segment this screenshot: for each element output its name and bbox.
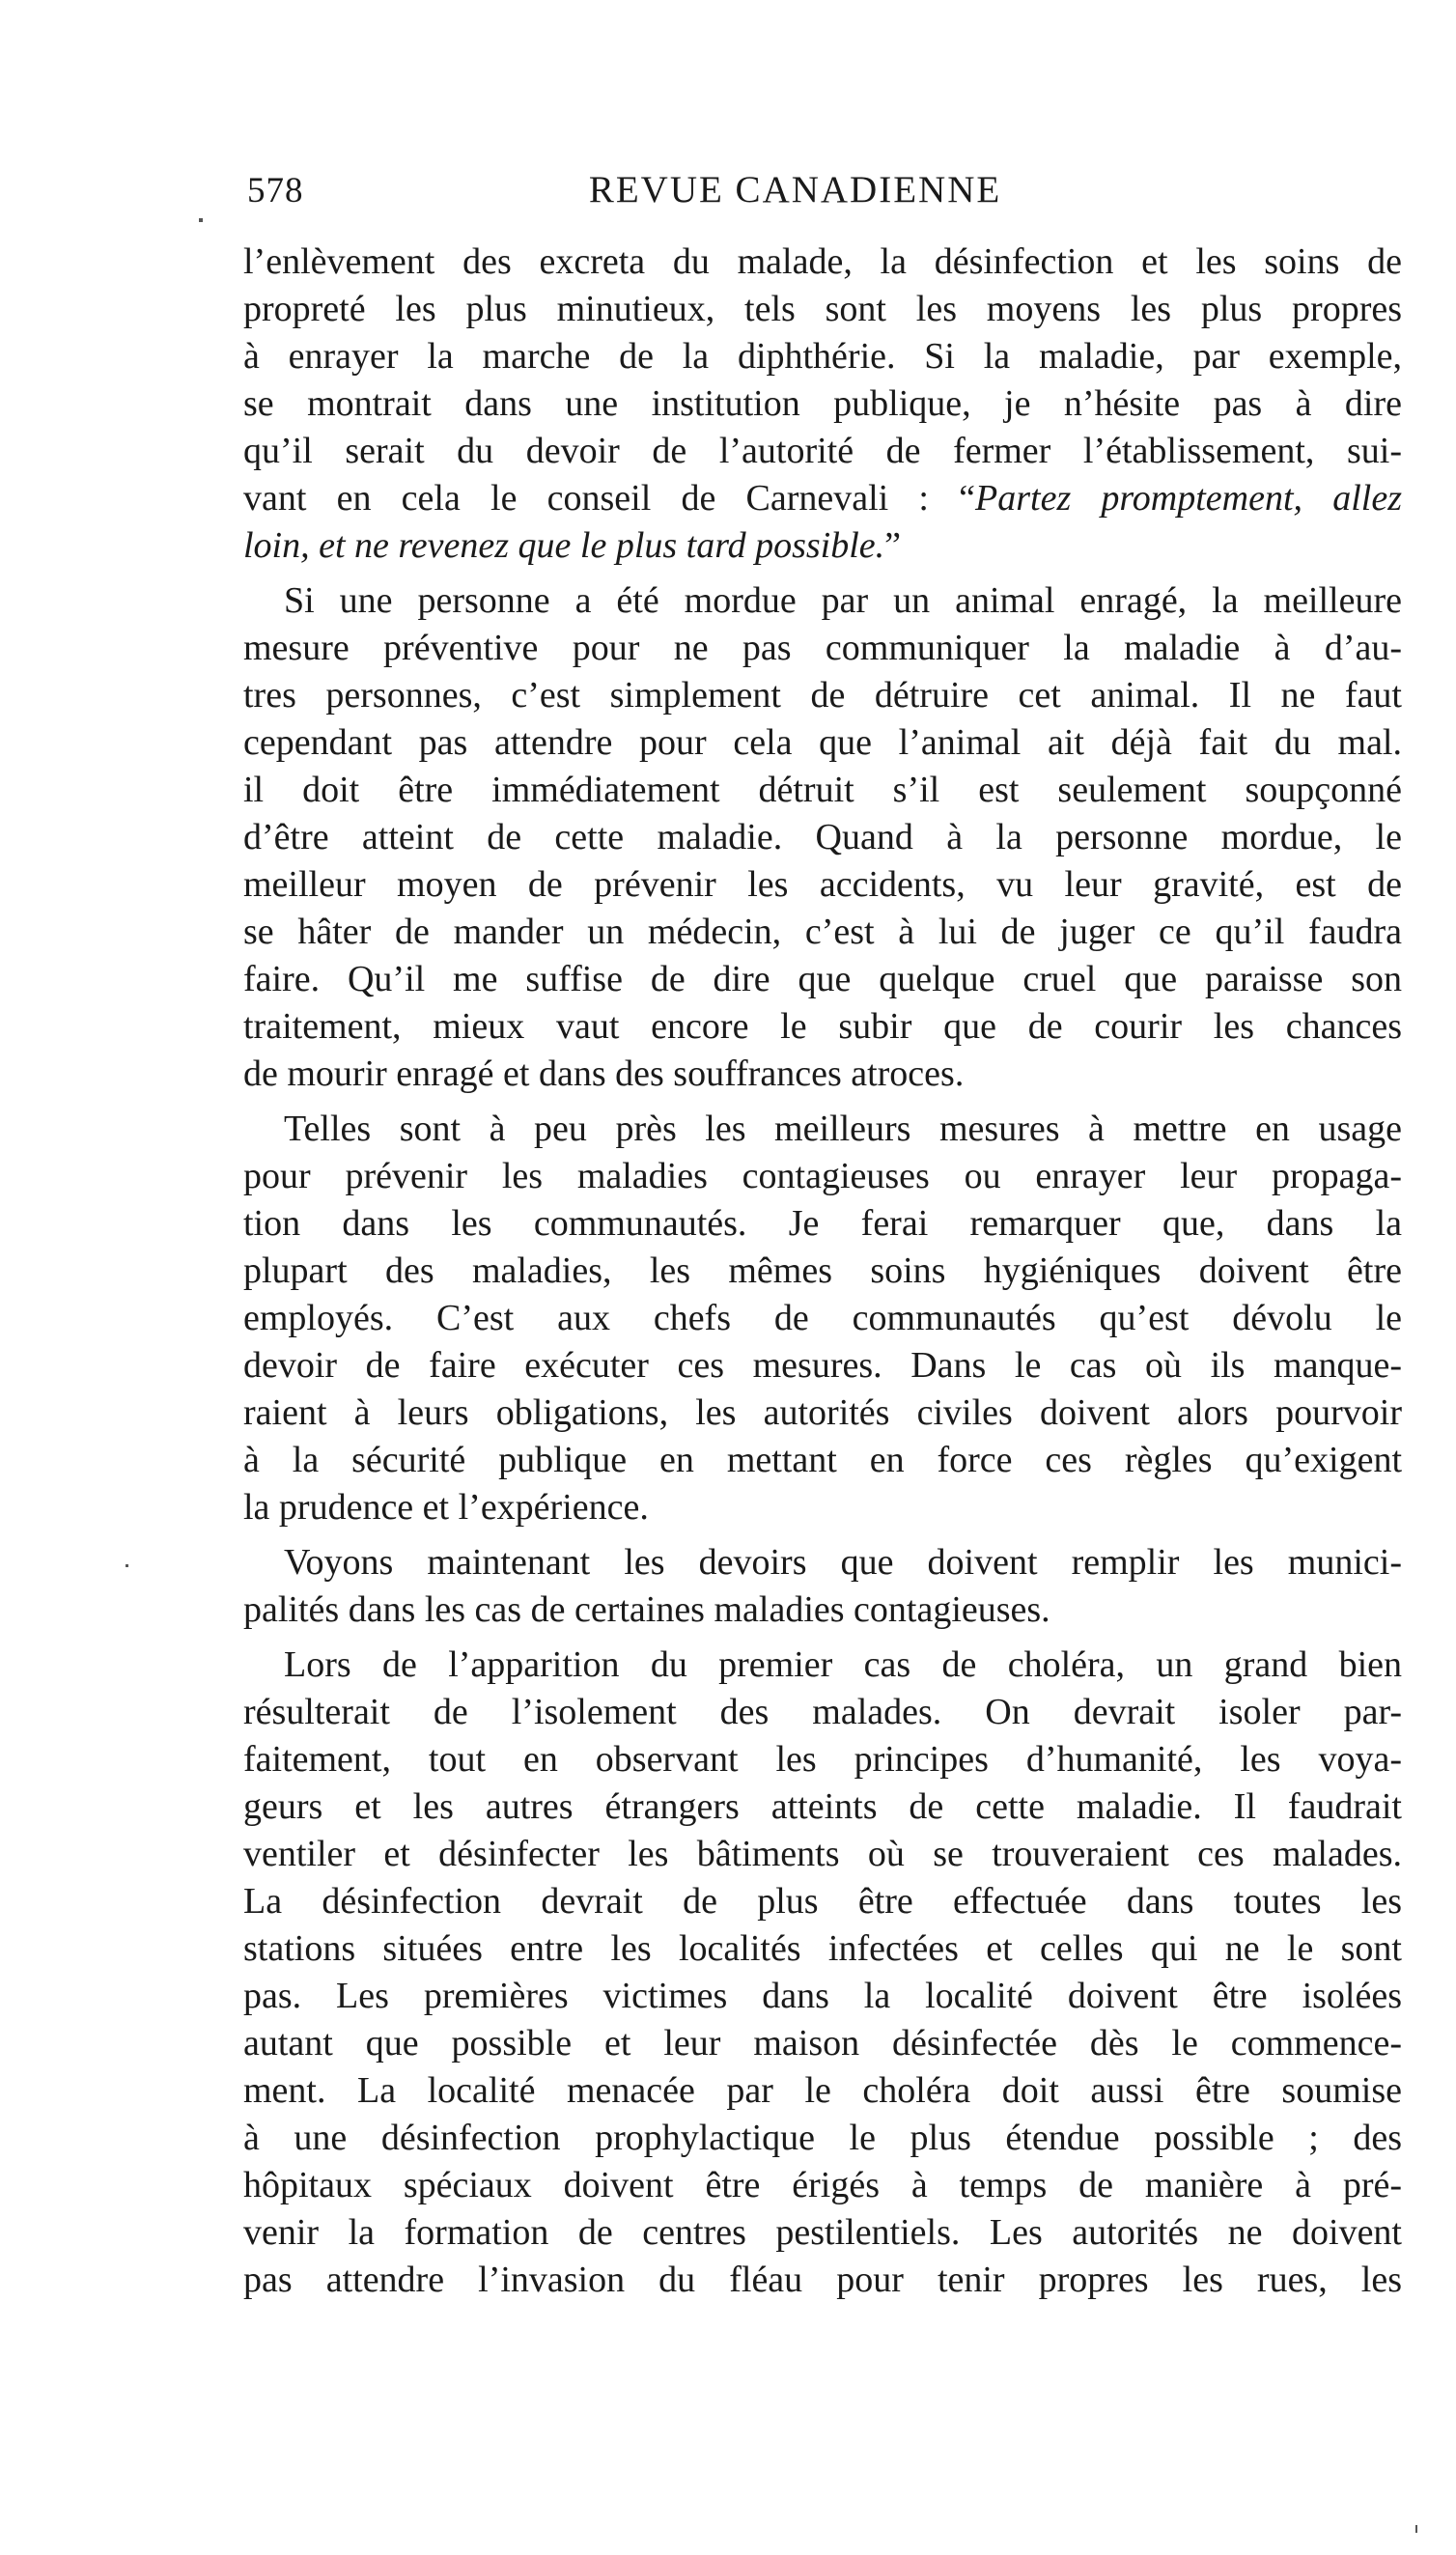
text-line: hôpitaux spéciaux doivent être érigés à temps de manière à pré- (243, 2165, 1402, 2205)
margin-speck (1415, 2525, 1417, 2533)
text-segment: vant en cela le conseil de Carnevali : “ (243, 478, 976, 519)
text-line: venir la formation de centres pestilentiels. Les autorités ne doivent (243, 2212, 1402, 2253)
text-line: résulterait de l’isolement des malades. On devrait isoler par- (243, 1692, 1402, 1732)
paragraph (243, 239, 1402, 570)
text-line: Voyons maintenant les devoirs que doivent remplir les munici- (284, 1542, 1402, 1583)
paragraph (243, 1539, 1402, 1634)
text-line: se hâter de mander un médecin, c’est à lui de juger ce qu’il faudra (243, 912, 1402, 952)
text-line: cependant pas attendre pour cela que l’animal ait déjà fait du mal. (243, 722, 1402, 763)
journal-title: REVUE CANADIENNE (588, 169, 1002, 211)
text-line: il doit être immédiatement détruit s’il est seulement soupçonné (243, 770, 1402, 810)
text-line: stations situées entre les localités infectées et celles qui ne le sont (243, 1928, 1402, 1969)
text-line: Si une personne a été mordue par un animal enragé, la meilleure (284, 580, 1402, 621)
text-line: pour prévenir les maladies contagieuses ou enrayer leur propaga- (243, 1156, 1402, 1196)
text-line: plupart des maladies, les mêmes soins hygiéniques doivent être (243, 1250, 1402, 1291)
text-line: faire. Qu’il me suffise de dire que quelque cruel que paraisse son (243, 959, 1402, 999)
text-line: d’être atteint de cette maladie. Quand à la personne mordue, le (243, 817, 1402, 857)
text-line: la prudence et l’expérience. (243, 1487, 649, 1528)
margin-speck (199, 218, 203, 222)
paragraph (243, 1642, 1402, 2304)
text-line: traitement, mieux vaut encore le subir que de courir les chances (243, 1006, 1402, 1047)
text-line: se montrait dans une institution publique, je n’hésite pas à dire (243, 383, 1402, 424)
text-line (243, 522, 1402, 570)
quotation-italic: Partez promptement, allez (975, 478, 1403, 519)
text-line: de mourir enragé et dans des souffrances atroces. (243, 1053, 965, 1094)
paragraph (243, 1106, 1402, 1531)
text-line: La désinfection devrait de plus être effectuée dans toutes les (243, 1881, 1402, 1922)
text-line: tres personnes, c’est simplement de détruire cet animal. Il ne faut (243, 675, 1402, 716)
text-line: mesure préventive pour ne pas communiquer la maladie à d’au- (243, 628, 1402, 668)
running-head (247, 164, 1401, 222)
text-line: ventiler et désinfecter les bâtiments où se trouveraient ces malades. (243, 1834, 1402, 1874)
quotation-italic: loin, et ne revenez que le plus tard possible. (243, 525, 885, 566)
text-line: à la sécurité publique en mettant en force ces règles qu’exigent (243, 1440, 1402, 1480)
text-line: faitement, tout en observant les principes d’humanité, les voya- (243, 1739, 1402, 1780)
text-line: l’enlèvement des excreta du malade, la désinfection et les soins de (243, 241, 1402, 282)
text-line: devoir de faire exécuter ces mesures. Dans le cas où ils manque- (243, 1345, 1402, 1386)
text-line: ment. La localité menacée par le choléra doit aussi être soumise (243, 2070, 1402, 2111)
body-text (243, 239, 1402, 2304)
text-line: geurs et les autres étrangers atteints de cette maladie. Il faudrait (243, 1786, 1402, 1827)
text-line: Telles sont à peu près les meilleurs mesures à mettre en usage (284, 1109, 1402, 1149)
text-line: Lors de l’apparition du premier cas de choléra, un grand bien (284, 1644, 1402, 1685)
text-segment: ” (884, 525, 902, 566)
text-line (243, 475, 1402, 522)
text-line: pas attendre l’invasion du fléau pour tenir propres les rues, les (243, 2260, 1402, 2300)
text-line: qu’il serait du devoir de l’autorité de fermer l’établissement, sui- (243, 431, 1402, 471)
text-line: meilleur moyen de prévenir les accidents, vu leur gravité, est de (243, 864, 1402, 905)
text-line: à enrayer la marche de la diphthérie. Si la maladie, par exemple, (243, 336, 1402, 377)
text-line: palités dans les cas de certaines maladies contagieuses. (243, 1589, 1050, 1630)
text-line: raient à leurs obligations, les autorités civiles doivent alors pourvoir (243, 1392, 1402, 1433)
margin-speck (126, 1564, 128, 1567)
text-line: autant que possible et leur maison désinfectée dès le commence- (243, 2023, 1402, 2064)
text-line: tion dans les communautés. Je ferai remarquer que, dans la (243, 1203, 1402, 1244)
text-line: employés. C’est aux chefs de communautés qu’est dévolu le (243, 1298, 1402, 1338)
text-line: propreté les plus minutieux, tels sont les moyens les plus propres (243, 289, 1402, 329)
text-line: pas. Les premières victimes dans la localité doivent être isolées (243, 1976, 1402, 2016)
paragraph (243, 577, 1402, 1098)
text-line: à une désinfection prophylactique le plus étendue possible ; des (243, 2118, 1402, 2158)
page-number: 578 (247, 171, 304, 211)
